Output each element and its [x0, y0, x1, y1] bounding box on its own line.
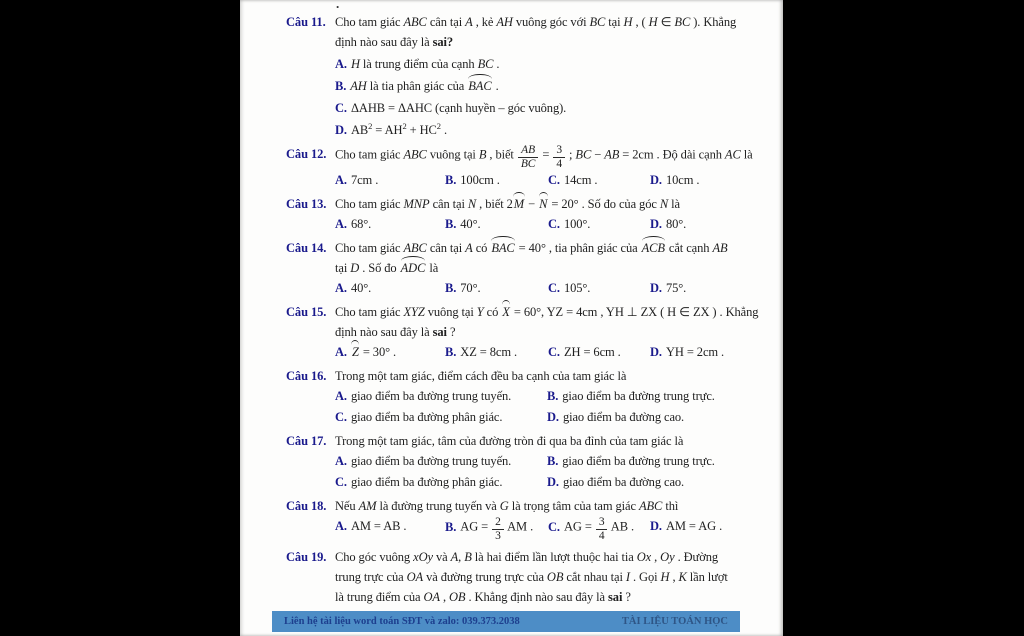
- question-15: [240, 302, 783, 362]
- question-18: [240, 496, 783, 542]
- question-number: Câu 16.: [286, 369, 327, 384]
- angle-hat: Z: [351, 342, 360, 362]
- option-letter: C.: [548, 281, 560, 296]
- angle-hat: ADC: [400, 258, 427, 278]
- option-letter: A.: [335, 217, 347, 232]
- angle-hat: ACB: [641, 238, 666, 258]
- question-text-line: định nào sau đây là sai ?: [335, 325, 456, 340]
- answer-option-c: C. giao điểm ba đường phân giác.: [335, 410, 503, 425]
- answer-option-b: B. giao điểm ba đường trung trực.: [547, 389, 715, 404]
- question-number: Câu 12.: [286, 147, 327, 161]
- question-17: [240, 431, 783, 492]
- question-text-line: Cho tam giác ABC vuông tại B , biết $\frac{AB}{BC}$ = $\frac{3}{4}$ ; BC − AB = 2cm . Độ dài cạnh AC là: [335, 144, 753, 170]
- question-12: [240, 144, 783, 190]
- question-text-line: Cho góc vuông xOy và A, B là hai điểm lần lượt thuộc hai tia Ox , Oy . Đường: [335, 549, 719, 564]
- question-text-line: Cho tam giác ABC cân tại A , kẻ AH vuông góc với BC tại H , ( H ∈ BC ). Khẳng: [335, 15, 737, 29]
- answer-option-b: B. 100cm .: [445, 173, 500, 188]
- question-text-line: định nào sau đây là sai?: [335, 35, 454, 49]
- option-letter: C.: [548, 345, 560, 360]
- option-letter: D.: [650, 281, 662, 296]
- answer-option-a: A. 68°.: [335, 217, 372, 232]
- option-letter: A.: [335, 57, 347, 71]
- answer-option-d: D. giao điểm ba đường cao.: [547, 410, 685, 425]
- answer-options: [335, 54, 783, 140]
- question-text-line: Trong một tam giác, điểm cách đều ba cạnh của tam giác là: [335, 369, 627, 384]
- question-number: Câu 13.: [286, 197, 327, 212]
- question-19: [240, 547, 783, 607]
- option-letter: C.: [335, 101, 347, 115]
- angle-hat: BAC: [490, 238, 515, 258]
- question-14: [240, 238, 783, 298]
- option-letter: B.: [445, 281, 457, 296]
- answer-option-c: C. 105°.: [548, 281, 591, 296]
- question-text-line: Cho tam giác XYZ vuông tại Y có X = 60°, YZ = 4cm , YH ⊥ ZX ( H ∈ ZX ) . Khẳng: [335, 302, 783, 322]
- question-text-line: Cho tam giác MNP cân tại N , biết 2M − N = 20° . Số đo của góc N là: [335, 194, 783, 214]
- option-letter: B.: [445, 217, 457, 232]
- fraction: $\frac{AB}{BC}$: [518, 144, 539, 170]
- answer-option-b: B. 40°.: [445, 217, 481, 232]
- question-11: [240, 12, 783, 140]
- option-letter: D.: [547, 410, 559, 425]
- answer-option-c: C. ΔAHB = ΔAHC (cạnh huyền – góc vuông).: [335, 101, 567, 115]
- option-letter: A.: [335, 345, 347, 360]
- option-letter: B.: [335, 79, 347, 93]
- question-number: Câu 19.: [286, 549, 327, 564]
- option-letter: C.: [335, 410, 347, 425]
- option-letter: B.: [445, 519, 457, 534]
- document-page: [240, 0, 783, 636]
- option-letter: A.: [335, 281, 347, 296]
- angle-hat: M: [513, 194, 525, 214]
- option-letter: D.: [650, 173, 662, 188]
- question-list: [240, 12, 783, 611]
- answer-option-b: B. 70°.: [445, 281, 481, 296]
- option-letter: A.: [335, 454, 347, 469]
- question-number: Câu 11.: [286, 15, 326, 29]
- question-text-line: tại D . Số đo ADC là: [335, 258, 783, 278]
- question-13: [240, 194, 783, 234]
- question-number: Câu 18.: [286, 499, 327, 514]
- question-text-line: là trung điểm của OA , OB . Khẳng định nào sau đây là sai ?: [335, 589, 631, 604]
- option-letter: D.: [547, 475, 559, 490]
- answer-option-b: B. AH là tia phân giác của BAC .: [335, 76, 783, 96]
- option-letter: A.: [335, 519, 347, 534]
- answer-option-a: A. Z = 30° .: [335, 342, 445, 362]
- answer-option-a: A. 40°.: [335, 281, 372, 296]
- fraction: $\frac{3}{4}$: [553, 144, 565, 170]
- option-letter: C.: [548, 519, 560, 534]
- question-text-line: Nếu AM là đường trung tuyến và G là trọng tâm của tam giác ABC thì: [335, 499, 679, 514]
- option-letter: B.: [547, 454, 559, 469]
- fraction: $\frac{3}{4}$: [596, 516, 608, 542]
- question-16: [240, 366, 783, 427]
- answer-option-a: A. H là trung điểm của cạnh BC .: [335, 57, 500, 71]
- answer-option-d: D. AM = AG .: [650, 519, 723, 534]
- option-letter: B.: [445, 345, 457, 360]
- option-letter: D.: [335, 123, 347, 137]
- footer-contact-text: Liên hệ tài liệu word toán SĐT và zalo: 039.373.2038: [284, 616, 520, 627]
- option-letter: C.: [548, 173, 560, 188]
- answer-option-d: D. 75°.: [650, 281, 687, 296]
- option-letter: C.: [335, 475, 347, 490]
- option-letter: A.: [335, 173, 347, 188]
- fraction: $\frac{2}{3}$: [492, 516, 504, 542]
- angle-hat: N: [538, 194, 548, 214]
- answer-option-d: D. YH = 2cm .: [650, 345, 725, 360]
- option-letter: A.: [335, 389, 347, 404]
- answer-options: [335, 386, 783, 427]
- answer-option-d: D. $AB^2 = AH^2 + HC^2$ .: [335, 120, 447, 137]
- question-number: Câu 17.: [286, 434, 327, 449]
- option-letter: D.: [650, 519, 662, 534]
- stray-dot: .: [336, 0, 340, 11]
- angle-hat: X: [501, 302, 511, 322]
- answer-option-c: C. ZH = 6cm .: [548, 345, 621, 360]
- answer-options: [335, 170, 783, 190]
- answer-option-a: A. 7cm .: [335, 173, 379, 188]
- answer-options: [335, 278, 783, 298]
- question-number: Câu 14.: [286, 241, 327, 256]
- answer-option-d: D. 10cm .: [650, 173, 700, 188]
- answer-option-b: B. XZ = 8cm .: [445, 345, 517, 360]
- question-text-line: trung trực của OA và đường trung trực của OB cắt nhau tại I . Gọi H , K lần lượt: [335, 569, 728, 584]
- answer-option-c: C. 14cm .: [548, 173, 598, 188]
- answer-option-a: A. giao điểm ba đường trung tuyến.: [335, 454, 512, 469]
- option-letter: B.: [547, 389, 559, 404]
- answer-option-c: C. AG = $\frac{3}{4}$ AB .: [548, 516, 635, 542]
- angle-hat: BAC: [467, 76, 492, 96]
- footer-bar: [272, 611, 740, 632]
- answer-option-a: A. giao điểm ba đường trung tuyến.: [335, 389, 512, 404]
- question-number: Câu 15.: [286, 305, 327, 320]
- answer-option-b: B. AG = $\frac{2}{3}$ AM .: [445, 516, 534, 542]
- answer-options: [335, 342, 783, 362]
- option-letter: C.: [548, 217, 560, 232]
- question-text-line: Trong một tam giác, tâm của đường tròn đi qua ba đỉnh của tam giác là: [335, 434, 684, 449]
- answer-options: [335, 516, 783, 542]
- option-letter: B.: [445, 173, 457, 188]
- answer-options: [335, 451, 783, 492]
- footer-brand-text: TÀI LIỆU TOÁN HỌC: [621, 616, 728, 627]
- answer-option-d: D. giao điểm ba đường cao.: [547, 475, 685, 490]
- option-letter: D.: [650, 217, 662, 232]
- answer-option-a: A. AM = AB .: [335, 519, 407, 534]
- option-letter: D.: [650, 345, 662, 360]
- answer-option-d: D. 80°.: [650, 217, 687, 232]
- answer-options: [335, 214, 783, 234]
- answer-option-c: C. giao điểm ba đường phân giác.: [335, 475, 503, 490]
- answer-option-c: C. 100°.: [548, 217, 591, 232]
- answer-option-b: B. giao điểm ba đường trung trực.: [547, 454, 715, 469]
- question-text-line: Cho tam giác ABC cân tại A có BAC = 40° , tia phân giác của ACB cắt cạnh AB: [335, 238, 783, 258]
